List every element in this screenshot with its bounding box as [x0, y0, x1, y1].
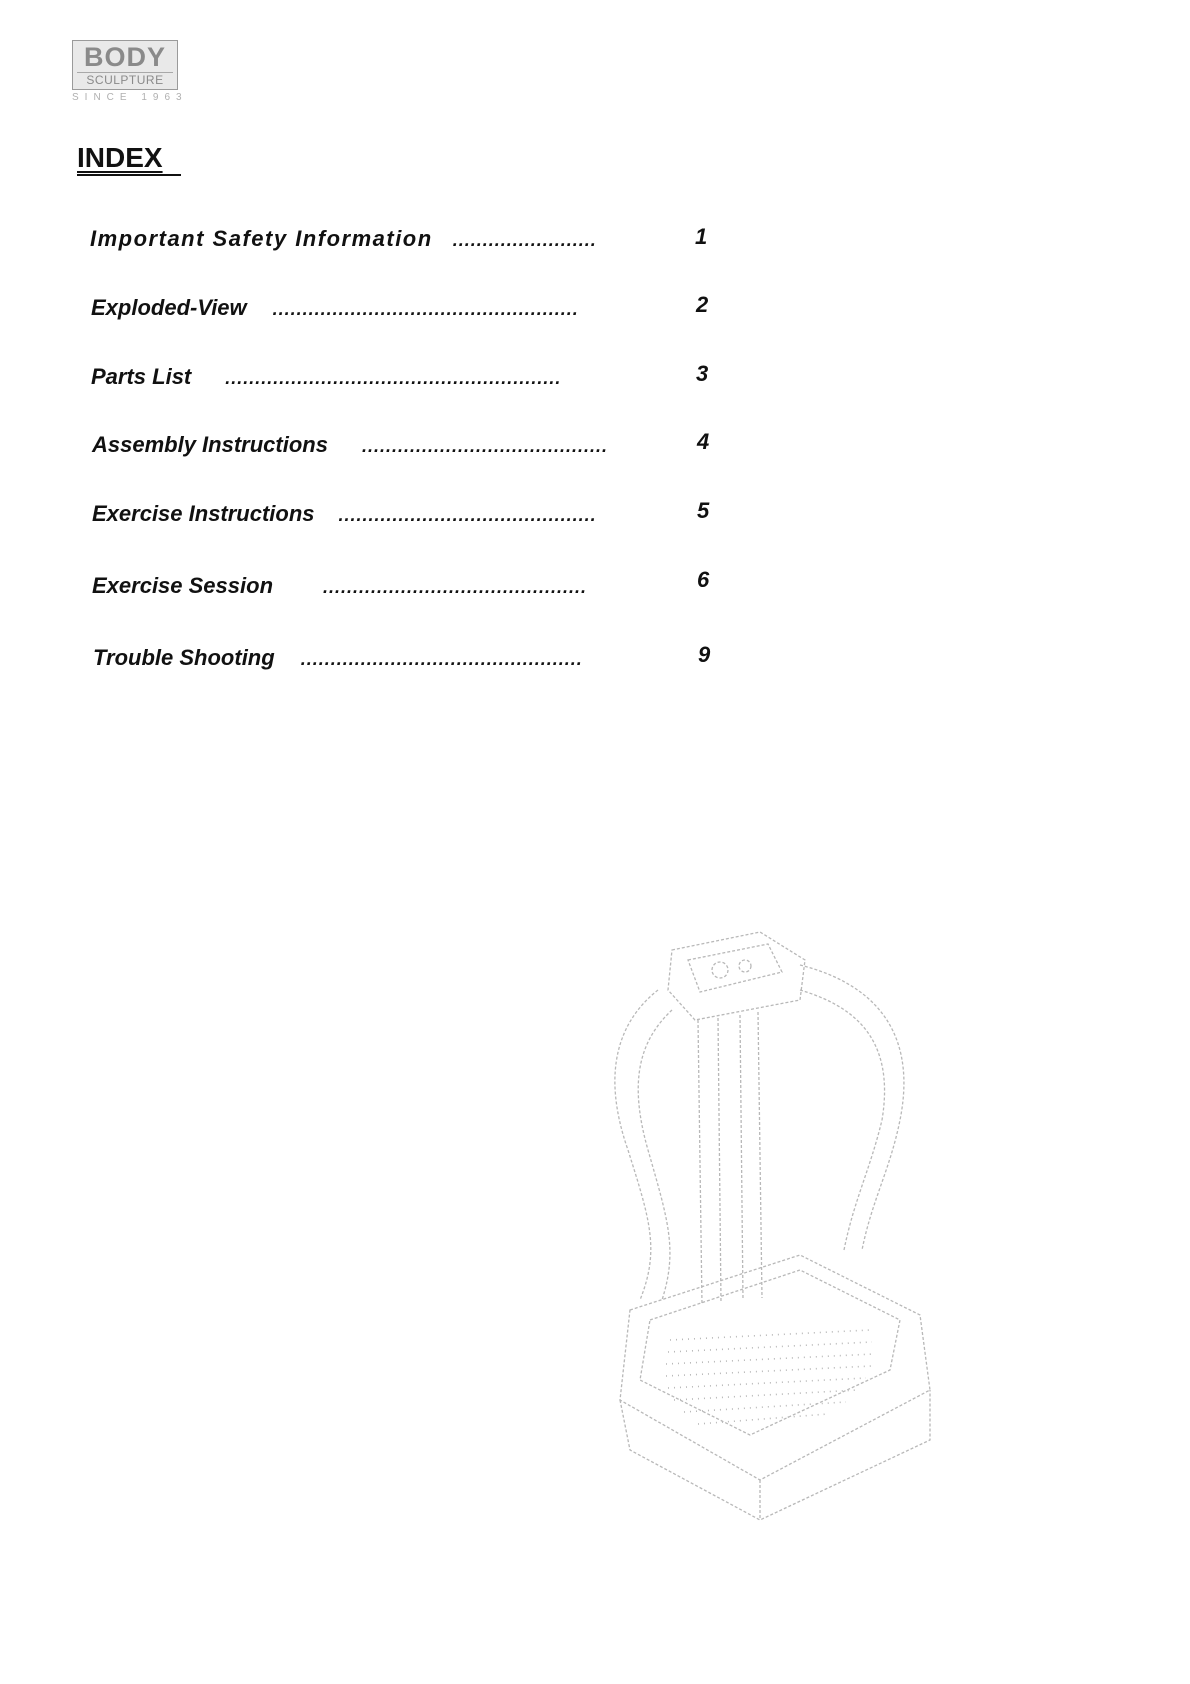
- toc-entry-trouble-shooting[interactable]: [93, 645, 653, 671]
- brand-logo: [72, 40, 188, 103]
- toc-page-number: 5: [697, 498, 710, 523]
- toc-leader-dots: ...............................................: [300, 649, 583, 669]
- toc-leader-dots: ...................................................: [272, 299, 579, 319]
- toc-label: Assembly Instructions: [92, 432, 328, 457]
- toc-leader-dots: ........................................................: [225, 368, 562, 388]
- toc-page-number: 6: [697, 567, 710, 592]
- toc-page-number: 1: [695, 224, 708, 249]
- toc-entry-assembly-instructions[interactable]: [92, 432, 662, 458]
- toc-page-number: 9: [698, 642, 711, 667]
- toc-label: Trouble Shooting: [93, 645, 275, 670]
- toc-label: Important Safety Information: [90, 226, 433, 251]
- toc-leader-dots: ........................: [452, 230, 597, 250]
- vibration-platform-sketch-icon: [600, 920, 1020, 1540]
- toc-entry-safety[interactable]: [90, 226, 629, 252]
- toc-page-number: 2: [696, 292, 709, 317]
- toc-page-number: 4: [697, 429, 710, 454]
- toc-leader-dots: ............................................: [323, 577, 588, 597]
- logo-since-text: SINCE 1963: [72, 92, 188, 103]
- toc-entry-exploded-view[interactable]: [91, 295, 653, 321]
- toc-label: Exercise Session: [92, 573, 274, 598]
- toc-leader-dots: .........................................: [361, 436, 608, 456]
- toc-entry-exercise-session[interactable]: [92, 573, 661, 599]
- toc-entry-exercise-instructions[interactable]: [92, 501, 661, 527]
- logo-body-text: BODY: [83, 42, 166, 72]
- toc-label: Exercise Instructions: [92, 501, 315, 526]
- toc-label: Exploded-View: [91, 295, 247, 320]
- logo-box: [72, 40, 178, 90]
- toc-entry-parts-list[interactable]: [91, 364, 649, 390]
- page-title: INDEX: [77, 142, 181, 176]
- toc-label: Parts List: [91, 364, 192, 389]
- logo-sculpture-text: SCULPTURE: [77, 72, 173, 87]
- toc-leader-dots: ...........................................: [338, 505, 597, 525]
- toc-page-number: 3: [696, 361, 709, 386]
